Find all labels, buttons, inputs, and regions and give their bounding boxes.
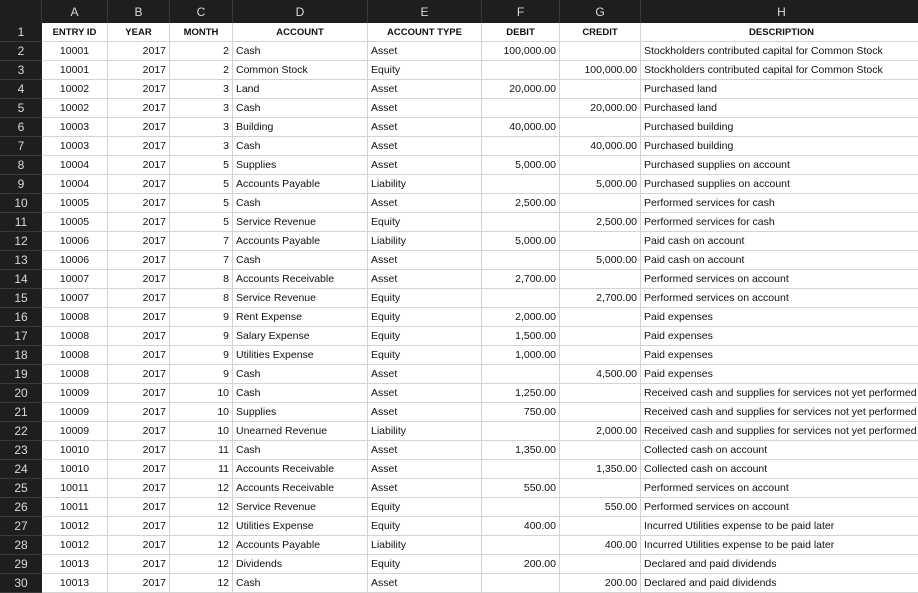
cell-h7[interactable]: Purchased building [641, 137, 918, 156]
cell-f15[interactable] [482, 289, 560, 308]
cell-e27[interactable]: Equity [368, 517, 482, 536]
cell-f2[interactable]: 100,000.00 [482, 42, 560, 61]
cell-g21[interactable] [560, 403, 641, 422]
cell-g3[interactable]: 100,000.00 [560, 61, 641, 80]
cell-d29[interactable]: Dividends [233, 555, 368, 574]
cell-f21[interactable]: 750.00 [482, 403, 560, 422]
cell-g18[interactable] [560, 346, 641, 365]
cell-a13[interactable]: 10006 [42, 251, 108, 270]
row-header-2[interactable]: 2 [0, 42, 42, 61]
cell-e2[interactable]: Asset [368, 42, 482, 61]
row-header-21[interactable]: 21 [0, 403, 42, 422]
header-cell-b[interactable]: YEAR [108, 23, 170, 42]
cell-c23[interactable]: 11 [170, 441, 233, 460]
cell-f11[interactable] [482, 213, 560, 232]
row-header-27[interactable]: 27 [0, 517, 42, 536]
cell-d16[interactable]: Rent Expense [233, 308, 368, 327]
cell-d27[interactable]: Utilities Expense [233, 517, 368, 536]
header-cell-g[interactable]: CREDIT [560, 23, 641, 42]
cell-d2[interactable]: Cash [233, 42, 368, 61]
cell-d9[interactable]: Accounts Payable [233, 175, 368, 194]
cell-a9[interactable]: 10004 [42, 175, 108, 194]
cell-a18[interactable]: 10008 [42, 346, 108, 365]
column-header-a[interactable]: A [42, 0, 108, 23]
row-header-17[interactable]: 17 [0, 327, 42, 346]
cell-b5[interactable]: 2017 [108, 99, 170, 118]
column-header-d[interactable]: D [233, 0, 368, 23]
cell-g9[interactable]: 5,000.00 [560, 175, 641, 194]
cell-e3[interactable]: Equity [368, 61, 482, 80]
column-header-g[interactable]: G [560, 0, 641, 23]
cell-b27[interactable]: 2017 [108, 517, 170, 536]
cell-b8[interactable]: 2017 [108, 156, 170, 175]
cell-f7[interactable] [482, 137, 560, 156]
cell-b10[interactable]: 2017 [108, 194, 170, 213]
cell-d6[interactable]: Building [233, 118, 368, 137]
cell-e18[interactable]: Equity [368, 346, 482, 365]
column-header-h[interactable]: H [641, 0, 918, 23]
cell-e25[interactable]: Asset [368, 479, 482, 498]
cell-g15[interactable]: 2,700.00 [560, 289, 641, 308]
cell-f9[interactable] [482, 175, 560, 194]
cell-c4[interactable]: 3 [170, 80, 233, 99]
cell-h13[interactable]: Paid cash on account [641, 251, 918, 270]
cell-a26[interactable]: 10011 [42, 498, 108, 517]
cell-c15[interactable]: 8 [170, 289, 233, 308]
cell-b14[interactable]: 2017 [108, 270, 170, 289]
cell-g29[interactable] [560, 555, 641, 574]
cell-d5[interactable]: Cash [233, 99, 368, 118]
cell-e17[interactable]: Equity [368, 327, 482, 346]
cell-f14[interactable]: 2,700.00 [482, 270, 560, 289]
cell-h27[interactable]: Incurred Utilities expense to be paid later [641, 517, 918, 536]
cell-e21[interactable]: Asset [368, 403, 482, 422]
cell-a10[interactable]: 10005 [42, 194, 108, 213]
cell-c27[interactable]: 12 [170, 517, 233, 536]
cell-g22[interactable]: 2,000.00 [560, 422, 641, 441]
cell-b3[interactable]: 2017 [108, 61, 170, 80]
row-header-5[interactable]: 5 [0, 99, 42, 118]
cell-a12[interactable]: 10006 [42, 232, 108, 251]
cell-h29[interactable]: Declared and paid dividends [641, 555, 918, 574]
cell-f6[interactable]: 40,000.00 [482, 118, 560, 137]
cell-c26[interactable]: 12 [170, 498, 233, 517]
cell-f28[interactable] [482, 536, 560, 555]
cell-b22[interactable]: 2017 [108, 422, 170, 441]
cell-b26[interactable]: 2017 [108, 498, 170, 517]
cell-b19[interactable]: 2017 [108, 365, 170, 384]
row-header-1[interactable]: 1 [0, 23, 42, 42]
cell-e14[interactable]: Asset [368, 270, 482, 289]
header-cell-d[interactable]: ACCOUNT [233, 23, 368, 42]
cell-g6[interactable] [560, 118, 641, 137]
cell-e28[interactable]: Liability [368, 536, 482, 555]
cell-c12[interactable]: 7 [170, 232, 233, 251]
cell-d25[interactable]: Accounts Receivable [233, 479, 368, 498]
cell-d11[interactable]: Service Revenue [233, 213, 368, 232]
cell-d14[interactable]: Accounts Receivable [233, 270, 368, 289]
cell-c21[interactable]: 10 [170, 403, 233, 422]
cell-d13[interactable]: Cash [233, 251, 368, 270]
cell-a17[interactable]: 10008 [42, 327, 108, 346]
cell-c14[interactable]: 8 [170, 270, 233, 289]
cell-c29[interactable]: 12 [170, 555, 233, 574]
cell-e13[interactable]: Asset [368, 251, 482, 270]
cell-g11[interactable]: 2,500.00 [560, 213, 641, 232]
cell-e15[interactable]: Equity [368, 289, 482, 308]
row-header-28[interactable]: 28 [0, 536, 42, 555]
row-header-24[interactable]: 24 [0, 460, 42, 479]
cell-a27[interactable]: 10012 [42, 517, 108, 536]
row-header-13[interactable]: 13 [0, 251, 42, 270]
cell-h12[interactable]: Paid cash on account [641, 232, 918, 251]
row-header-29[interactable]: 29 [0, 555, 42, 574]
cell-g12[interactable] [560, 232, 641, 251]
cell-c16[interactable]: 9 [170, 308, 233, 327]
cell-g25[interactable] [560, 479, 641, 498]
cell-h9[interactable]: Purchased supplies on account [641, 175, 918, 194]
cell-h14[interactable]: Performed services on account [641, 270, 918, 289]
cell-g23[interactable] [560, 441, 641, 460]
cell-h23[interactable]: Collected cash on account [641, 441, 918, 460]
cell-c9[interactable]: 5 [170, 175, 233, 194]
cell-e4[interactable]: Asset [368, 80, 482, 99]
cell-f22[interactable] [482, 422, 560, 441]
cell-f13[interactable] [482, 251, 560, 270]
cell-c6[interactable]: 3 [170, 118, 233, 137]
cell-c13[interactable]: 7 [170, 251, 233, 270]
cell-f3[interactable] [482, 61, 560, 80]
cell-h10[interactable]: Performed services for cash [641, 194, 918, 213]
cell-f29[interactable]: 200.00 [482, 555, 560, 574]
cell-g2[interactable] [560, 42, 641, 61]
cell-f8[interactable]: 5,000.00 [482, 156, 560, 175]
row-header-7[interactable]: 7 [0, 137, 42, 156]
cell-d24[interactable]: Accounts Receivable [233, 460, 368, 479]
cell-d10[interactable]: Cash [233, 194, 368, 213]
cell-g17[interactable] [560, 327, 641, 346]
cell-h4[interactable]: Purchased land [641, 80, 918, 99]
cell-e9[interactable]: Liability [368, 175, 482, 194]
cell-d12[interactable]: Accounts Payable [233, 232, 368, 251]
cell-d19[interactable]: Cash [233, 365, 368, 384]
cell-b4[interactable]: 2017 [108, 80, 170, 99]
cell-f12[interactable]: 5,000.00 [482, 232, 560, 251]
cell-a2[interactable]: 10001 [42, 42, 108, 61]
cell-a15[interactable]: 10007 [42, 289, 108, 308]
cell-c7[interactable]: 3 [170, 137, 233, 156]
cell-c2[interactable]: 2 [170, 42, 233, 61]
cell-b9[interactable]: 2017 [108, 175, 170, 194]
cell-b20[interactable]: 2017 [108, 384, 170, 403]
cell-g26[interactable]: 550.00 [560, 498, 641, 517]
cell-f20[interactable]: 1,250.00 [482, 384, 560, 403]
cell-a6[interactable]: 10003 [42, 118, 108, 137]
row-header-15[interactable]: 15 [0, 289, 42, 308]
cell-e6[interactable]: Asset [368, 118, 482, 137]
cell-b21[interactable]: 2017 [108, 403, 170, 422]
cell-a30[interactable]: 10013 [42, 574, 108, 593]
cell-h16[interactable]: Paid expenses [641, 308, 918, 327]
cell-h17[interactable]: Paid expenses [641, 327, 918, 346]
cell-c10[interactable]: 5 [170, 194, 233, 213]
cell-d3[interactable]: Common Stock [233, 61, 368, 80]
cell-e10[interactable]: Asset [368, 194, 482, 213]
cell-d8[interactable]: Supplies [233, 156, 368, 175]
cell-a28[interactable]: 10012 [42, 536, 108, 555]
cell-a22[interactable]: 10009 [42, 422, 108, 441]
cell-c22[interactable]: 10 [170, 422, 233, 441]
cell-g24[interactable]: 1,350.00 [560, 460, 641, 479]
row-header-26[interactable]: 26 [0, 498, 42, 517]
column-header-c[interactable]: C [170, 0, 233, 23]
cell-b17[interactable]: 2017 [108, 327, 170, 346]
row-header-19[interactable]: 19 [0, 365, 42, 384]
row-header-22[interactable]: 22 [0, 422, 42, 441]
cell-e24[interactable]: Asset [368, 460, 482, 479]
cell-g13[interactable]: 5,000.00 [560, 251, 641, 270]
row-header-3[interactable]: 3 [0, 61, 42, 80]
cell-e12[interactable]: Liability [368, 232, 482, 251]
row-header-8[interactable]: 8 [0, 156, 42, 175]
cell-e19[interactable]: Asset [368, 365, 482, 384]
cell-a23[interactable]: 10010 [42, 441, 108, 460]
cell-e20[interactable]: Asset [368, 384, 482, 403]
cell-b11[interactable]: 2017 [108, 213, 170, 232]
cell-h3[interactable]: Stockholders contributed capital for Common Stock [641, 61, 918, 80]
cell-f16[interactable]: 2,000.00 [482, 308, 560, 327]
cell-h11[interactable]: Performed services for cash [641, 213, 918, 232]
row-header-4[interactable]: 4 [0, 80, 42, 99]
cell-b12[interactable]: 2017 [108, 232, 170, 251]
cell-b23[interactable]: 2017 [108, 441, 170, 460]
cell-h20[interactable]: Received cash and supplies for services not yet performed [641, 384, 918, 403]
row-header-9[interactable]: 9 [0, 175, 42, 194]
cell-g20[interactable] [560, 384, 641, 403]
cell-f26[interactable] [482, 498, 560, 517]
cell-e11[interactable]: Equity [368, 213, 482, 232]
header-cell-c[interactable]: MONTH [170, 23, 233, 42]
cell-a8[interactable]: 10004 [42, 156, 108, 175]
cell-g10[interactable] [560, 194, 641, 213]
column-header-b[interactable]: B [108, 0, 170, 23]
cell-d18[interactable]: Utilities Expense [233, 346, 368, 365]
cell-a29[interactable]: 10013 [42, 555, 108, 574]
cell-a20[interactable]: 10009 [42, 384, 108, 403]
cell-a5[interactable]: 10002 [42, 99, 108, 118]
cell-e29[interactable]: Equity [368, 555, 482, 574]
cell-h30[interactable]: Declared and paid dividends [641, 574, 918, 593]
cell-g5[interactable]: 20,000.00 [560, 99, 641, 118]
cell-h22[interactable]: Received cash and supplies for services not yet performed [641, 422, 918, 441]
cell-a7[interactable]: 10003 [42, 137, 108, 156]
header-cell-e[interactable]: ACCOUNT TYPE [368, 23, 482, 42]
cell-h2[interactable]: Stockholders contributed capital for Common Stock [641, 42, 918, 61]
cell-f5[interactable] [482, 99, 560, 118]
cell-e30[interactable]: Asset [368, 574, 482, 593]
cell-h19[interactable]: Paid expenses [641, 365, 918, 384]
cell-d4[interactable]: Land [233, 80, 368, 99]
cell-a14[interactable]: 10007 [42, 270, 108, 289]
cell-d22[interactable]: Unearned Revenue [233, 422, 368, 441]
cell-c24[interactable]: 11 [170, 460, 233, 479]
cell-f25[interactable]: 550.00 [482, 479, 560, 498]
cell-b7[interactable]: 2017 [108, 137, 170, 156]
cell-d15[interactable]: Service Revenue [233, 289, 368, 308]
cell-b6[interactable]: 2017 [108, 118, 170, 137]
cell-f10[interactable]: 2,500.00 [482, 194, 560, 213]
cell-f19[interactable] [482, 365, 560, 384]
cell-h26[interactable]: Performed services on account [641, 498, 918, 517]
row-header-11[interactable]: 11 [0, 213, 42, 232]
cell-d7[interactable]: Cash [233, 137, 368, 156]
cell-g28[interactable]: 400.00 [560, 536, 641, 555]
row-header-12[interactable]: 12 [0, 232, 42, 251]
cell-a3[interactable]: 10001 [42, 61, 108, 80]
row-header-20[interactable]: 20 [0, 384, 42, 403]
cell-e16[interactable]: Equity [368, 308, 482, 327]
row-header-30[interactable]: 30 [0, 574, 42, 593]
row-header-23[interactable]: 23 [0, 441, 42, 460]
cell-a4[interactable]: 10002 [42, 80, 108, 99]
select-all-corner[interactable] [0, 0, 42, 23]
cell-f27[interactable]: 400.00 [482, 517, 560, 536]
row-header-10[interactable]: 10 [0, 194, 42, 213]
cell-c19[interactable]: 9 [170, 365, 233, 384]
cell-b15[interactable]: 2017 [108, 289, 170, 308]
cell-a11[interactable]: 10005 [42, 213, 108, 232]
cell-e7[interactable]: Asset [368, 137, 482, 156]
cell-c18[interactable]: 9 [170, 346, 233, 365]
cell-e22[interactable]: Liability [368, 422, 482, 441]
cell-g30[interactable]: 200.00 [560, 574, 641, 593]
cell-a19[interactable]: 10008 [42, 365, 108, 384]
cell-h28[interactable]: Incurred Utilities expense to be paid later [641, 536, 918, 555]
cell-h5[interactable]: Purchased land [641, 99, 918, 118]
cell-f24[interactable] [482, 460, 560, 479]
cell-b25[interactable]: 2017 [108, 479, 170, 498]
cell-c25[interactable]: 12 [170, 479, 233, 498]
row-header-25[interactable]: 25 [0, 479, 42, 498]
cell-g27[interactable] [560, 517, 641, 536]
cell-g8[interactable] [560, 156, 641, 175]
cell-d21[interactable]: Supplies [233, 403, 368, 422]
header-cell-a[interactable]: ENTRY ID [42, 23, 108, 42]
header-cell-h[interactable]: DESCRIPTION [641, 23, 918, 42]
cell-a16[interactable]: 10008 [42, 308, 108, 327]
cell-c5[interactable]: 3 [170, 99, 233, 118]
cell-g14[interactable] [560, 270, 641, 289]
row-header-18[interactable]: 18 [0, 346, 42, 365]
cell-c20[interactable]: 10 [170, 384, 233, 403]
cell-b24[interactable]: 2017 [108, 460, 170, 479]
cell-a21[interactable]: 10009 [42, 403, 108, 422]
cell-g19[interactable]: 4,500.00 [560, 365, 641, 384]
cell-d23[interactable]: Cash [233, 441, 368, 460]
cell-c11[interactable]: 5 [170, 213, 233, 232]
cell-b30[interactable]: 2017 [108, 574, 170, 593]
cell-d20[interactable]: Cash [233, 384, 368, 403]
cell-h25[interactable]: Performed services on account [641, 479, 918, 498]
cell-f23[interactable]: 1,350.00 [482, 441, 560, 460]
row-header-16[interactable]: 16 [0, 308, 42, 327]
cell-f17[interactable]: 1,500.00 [482, 327, 560, 346]
row-header-14[interactable]: 14 [0, 270, 42, 289]
cell-h8[interactable]: Purchased supplies on account [641, 156, 918, 175]
cell-d30[interactable]: Cash [233, 574, 368, 593]
column-header-f[interactable]: F [482, 0, 560, 23]
cell-d28[interactable]: Accounts Payable [233, 536, 368, 555]
cell-b2[interactable]: 2017 [108, 42, 170, 61]
cell-f30[interactable] [482, 574, 560, 593]
cell-a25[interactable]: 10011 [42, 479, 108, 498]
cell-c3[interactable]: 2 [170, 61, 233, 80]
column-header-e[interactable]: E [368, 0, 482, 23]
cell-g16[interactable] [560, 308, 641, 327]
header-cell-f[interactable]: DEBIT [482, 23, 560, 42]
cell-h21[interactable]: Received cash and supplies for services not yet performed [641, 403, 918, 422]
cell-e5[interactable]: Asset [368, 99, 482, 118]
cell-e23[interactable]: Asset [368, 441, 482, 460]
cell-f18[interactable]: 1,000.00 [482, 346, 560, 365]
cell-h6[interactable]: Purchased building [641, 118, 918, 137]
row-header-6[interactable]: 6 [0, 118, 42, 137]
cell-e26[interactable]: Equity [368, 498, 482, 517]
cell-g7[interactable]: 40,000.00 [560, 137, 641, 156]
cell-h15[interactable]: Performed services on account [641, 289, 918, 308]
cell-b13[interactable]: 2017 [108, 251, 170, 270]
cell-f4[interactable]: 20,000.00 [482, 80, 560, 99]
cell-c28[interactable]: 12 [170, 536, 233, 555]
cell-h24[interactable]: Collected cash on account [641, 460, 918, 479]
cell-c17[interactable]: 9 [170, 327, 233, 346]
cell-g4[interactable] [560, 80, 641, 99]
cell-d26[interactable]: Service Revenue [233, 498, 368, 517]
cell-b29[interactable]: 2017 [108, 555, 170, 574]
cell-d17[interactable]: Salary Expense [233, 327, 368, 346]
cell-e8[interactable]: Asset [368, 156, 482, 175]
cell-c30[interactable]: 12 [170, 574, 233, 593]
cell-b18[interactable]: 2017 [108, 346, 170, 365]
cell-b16[interactable]: 2017 [108, 308, 170, 327]
cell-a24[interactable]: 10010 [42, 460, 108, 479]
cell-b28[interactable]: 2017 [108, 536, 170, 555]
cell-h18[interactable]: Paid expenses [641, 346, 918, 365]
cell-c8[interactable]: 5 [170, 156, 233, 175]
